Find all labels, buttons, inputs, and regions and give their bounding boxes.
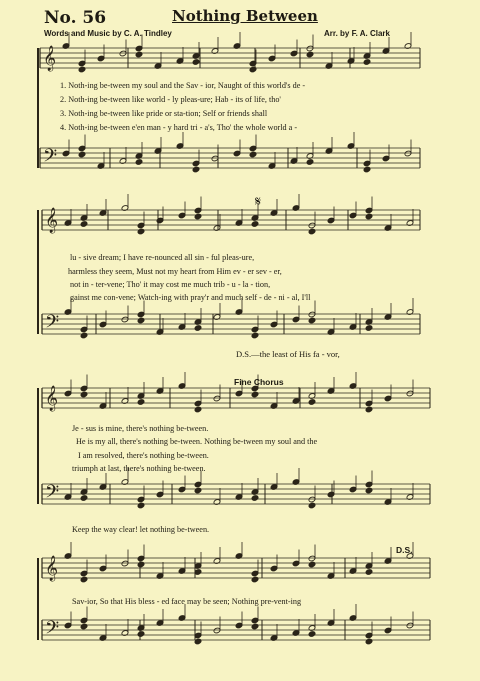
note-head	[80, 221, 88, 228]
note-head	[308, 561, 316, 568]
bass-clef: 𝄢	[43, 146, 58, 171]
note-head	[137, 399, 145, 406]
verse-3-line-1: 3. Noth-ing be-tween like pride or sta-tion; Self or friends shall	[60, 109, 268, 118]
note-head	[365, 406, 373, 413]
note-head	[365, 569, 373, 576]
note-head	[251, 332, 259, 339]
note-head	[308, 502, 316, 509]
note-head	[365, 638, 373, 645]
note-head	[251, 576, 259, 583]
note-head	[137, 317, 145, 324]
note-head	[251, 495, 259, 502]
verse-3-line-2: not in - ter-vene; Tho' it may cost me much trib - u - la - tion,	[70, 280, 271, 289]
fine-chorus-label: Fine Chorus	[234, 377, 284, 387]
verse-1-chorus: Je - sus is mine, there's nothing be-tween.	[72, 424, 209, 433]
note-head	[80, 623, 88, 630]
note-head	[308, 228, 316, 235]
note-head	[194, 406, 202, 413]
treble-clef: 𝄞	[45, 208, 59, 233]
ds-line: D.S.—the least of His fa - vor,	[236, 349, 340, 359]
note-head	[80, 391, 88, 398]
arranger-credit: Arr. by F. A. Clark	[324, 29, 390, 38]
chorus-bass-line: Keep the way clear! let nothing be-tween.	[72, 525, 210, 534]
hymn-number: No. 56	[44, 8, 107, 28]
note-head	[137, 228, 145, 235]
note-head	[192, 59, 200, 66]
note-head	[363, 59, 371, 66]
verse-2-line-1: 2. Noth-ing be-tween like world - ly pleas-ure; Hab - its of life, tho'	[60, 95, 281, 104]
note-head	[308, 631, 316, 638]
verse-line-final: Sav-ior, So that His bless - ed face may be seen; Nothing pre-vent-ing	[72, 597, 302, 606]
note-head	[365, 213, 373, 220]
verse-4-line-2: gainst me con-vene; Watch-ing with pray'r and much self - de - ni - al, I'll	[70, 293, 311, 302]
verse-2-line-2: harmless they seem, Must not my heart from Him ev - er sev - er,	[68, 267, 282, 276]
note-head	[306, 51, 314, 58]
treble-clef: 𝄞	[43, 46, 57, 71]
note-head	[80, 332, 88, 339]
words-music-credit: Words and Music by C. A. Tindley	[44, 29, 172, 38]
verse-2-chorus: He is my all, there's nothing be-tween. Nothing be-tween my soul and the	[76, 437, 318, 446]
note-head	[308, 317, 316, 324]
note-head	[194, 487, 202, 494]
note-head	[308, 399, 316, 406]
verse-1-line-2: lu - sive dream; I have re-nounced all sin - ful pleas-ure,	[70, 253, 255, 262]
note-head	[194, 325, 202, 332]
note-head	[194, 213, 202, 220]
treble-clef: 𝄞	[45, 386, 59, 411]
note-head	[363, 166, 371, 173]
hymn-title: Nothing Between	[172, 7, 318, 25]
note-head	[249, 66, 257, 73]
ds-mark: D.S.	[396, 545, 413, 555]
note-head	[365, 487, 373, 494]
note-head	[137, 631, 145, 638]
note-head	[135, 51, 143, 58]
verse-1-line-1: 1. Noth-ing be-tween my soul and the Sav - ior, Naught of this world's de -	[60, 81, 306, 90]
note-head	[251, 623, 259, 630]
note-head	[137, 502, 145, 509]
note-head	[135, 159, 143, 166]
bass-clef: 𝄢	[45, 618, 60, 643]
note-head	[249, 151, 257, 158]
note-head	[78, 151, 86, 158]
note-head	[192, 166, 200, 173]
note-head	[78, 66, 86, 73]
segno-mark: 𝄋	[255, 195, 262, 210]
verse-3-chorus: I am resolved, there's nothing be-tween.	[78, 451, 209, 460]
verse-4-line-1: 4. Noth-ing be-tween e'en man - y hard tri - a's, Tho' the whole world a -	[60, 123, 298, 132]
verse-4-chorus: triumph at last, there's nothing be-tween.	[72, 464, 206, 473]
bass-clef: 𝄢	[45, 312, 60, 337]
note-head	[80, 576, 88, 583]
note-head	[251, 221, 259, 228]
note-head	[306, 159, 314, 166]
note-head	[251, 391, 259, 398]
note-head	[80, 495, 88, 502]
note-head	[137, 561, 145, 568]
treble-clef: 𝄞	[45, 556, 59, 581]
note-head	[365, 325, 373, 332]
bass-clef: 𝄢	[45, 482, 60, 507]
